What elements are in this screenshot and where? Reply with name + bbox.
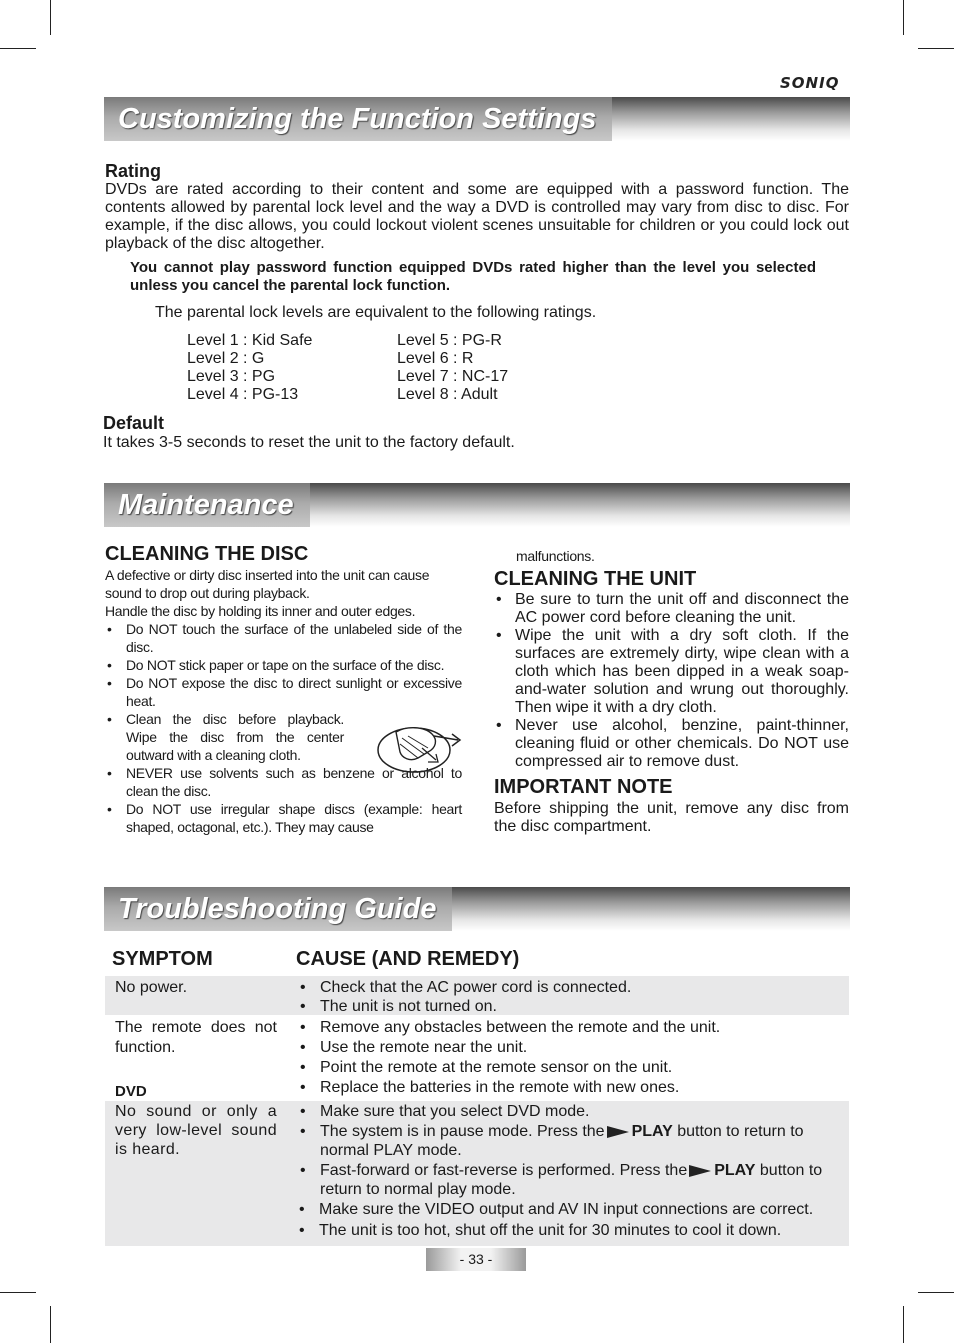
- section-title: Troubleshooting Guide: [118, 892, 437, 925]
- crop-mark: [903, 1306, 904, 1343]
- page-number: - 33 -: [426, 1248, 526, 1271]
- list-item: • The unit is not turned on.: [300, 998, 497, 1015]
- column-header-symptom: SYMPTOM: [112, 948, 213, 970]
- play-triangle-icon: [689, 1165, 711, 1177]
- list-item: • Use the remote near the unit.: [300, 1039, 528, 1056]
- section-banner-customizing: [104, 97, 850, 141]
- level-item: Level 1 : Kid Safe: [187, 332, 313, 349]
- list-item: • Fast-forward or fast-reverse is performed. Press the PLAY button to return to normal play mode.: [300, 1162, 823, 1198]
- crop-mark: [918, 1292, 954, 1293]
- level-item: Level 7 : NC-17: [397, 368, 509, 385]
- cleaning-unit-list: [494, 591, 849, 771]
- level-item: Level 5 : PG-R: [397, 332, 502, 349]
- list-item: • Do NOT stick paper or tape on the surface of the disc.: [107, 657, 445, 673]
- default-heading: Default: [103, 413, 165, 433]
- list-item: • Remove any obstacles between the remote and the unit.: [300, 1019, 721, 1036]
- default-text: It takes 3-5 seconds to reset the unit to the factory default.: [103, 434, 515, 451]
- section-banner-maintenance: [104, 483, 850, 527]
- cause-list: [296, 1018, 836, 1098]
- cause-list: [296, 978, 836, 1016]
- list-item: • The unit is too hot, shut off the unit for 30 minutes to cool it down.: [299, 1222, 782, 1239]
- crop-mark: [918, 48, 954, 49]
- level-item: Level 4 : PG-13: [187, 386, 299, 403]
- level-item: Level 6 : R: [397, 350, 474, 367]
- crop-mark: [0, 48, 36, 49]
- symptom-cell: No power.: [115, 979, 188, 996]
- cleaning-disc-continuation: malfunctions.: [516, 548, 595, 564]
- cleaning-unit-heading: CLEANING THE UNIT: [494, 568, 697, 590]
- dvd-group-label: DVD: [115, 1083, 147, 1100]
- rating-warning: You cannot play password function equipped DVDs rated higher than the level you selected unless you cancel the parental lock function.: [130, 259, 816, 294]
- list-item: • NEVER use solvents such as benzene or alcohol to clean the disc.: [107, 765, 462, 799]
- list-item: • Point the remote at the remote sensor on the unit.: [300, 1059, 673, 1076]
- list-item: • Check that the AC power cord is connected.: [300, 979, 632, 996]
- list-item: • Make sure the VIDEO output and AV IN input connections are correct.: [299, 1201, 814, 1218]
- rating-paragraph: DVDs are rated according to their content and some are equipped with a password function. The contents allowed by parental lock level and the way a DVD is controlled may vary from disc to disc. For example, if the disc allows, you could lockout violent scenes unsuitable for children or you could lock out playback of the disc altogether.: [105, 181, 849, 252]
- brand-logo: SONIQ: [780, 74, 840, 92]
- column-header-cause: CAUSE (AND REMEDY): [296, 948, 520, 970]
- cleaning-disc-heading: CLEANING THE DISC: [105, 543, 309, 565]
- levels-intro: The parental lock levels are equivalent to the following ratings.: [155, 304, 597, 321]
- symptom-cell: The remote does not function.: [115, 1019, 277, 1056]
- cleaning-disc-intro: Handle the disc by holding its inner and outer edges.: [105, 603, 416, 619]
- level-item: Level 8 : Adult: [397, 386, 498, 403]
- level-list-right: [397, 332, 508, 404]
- level-item: Level 3 : PG: [187, 368, 276, 385]
- list-item: • Do NOT expose the disc to direct sunlight or excessive heat.: [107, 675, 462, 709]
- cause-list: [296, 1102, 836, 1240]
- important-note-text: Before shipping the unit, remove any disc from the disc compartment.: [494, 800, 849, 835]
- level-list-left: [187, 332, 312, 404]
- list-item: • Never use alcohol, benzine, paint-thinner, cleaning fluid or other chemicals. Do NOT use compressed air to remove dust.: [496, 717, 849, 770]
- list-item: • Clean the disc before playback. Wipe the disc from the center outward with a cleaning cloth.: [107, 711, 344, 763]
- crop-mark: [903, 0, 904, 35]
- play-triangle-icon: [607, 1126, 629, 1138]
- list-item: • Replace the batteries in the remote with new ones.: [300, 1079, 680, 1096]
- level-item: Level 2 : G: [187, 350, 265, 367]
- list-item: • Wipe the unit with a dry soft cloth. If the surfaces are extremely dirty, wipe clean with a cloth which has been dipped in a weak soap-and-water solution and wrung out thoroughly. Then wipe it with a dry cloth.: [496, 627, 849, 716]
- important-note-heading: IMPORTANT NOTE: [494, 776, 673, 798]
- table-row: [105, 1016, 849, 1100]
- list-item: • Make sure that you select DVD mode.: [300, 1103, 590, 1120]
- table-row: [105, 1101, 849, 1246]
- crop-mark: [0, 1292, 36, 1293]
- section-title: Maintenance: [118, 488, 294, 521]
- list-item: • Be sure to turn the unit off and disconnect the AC power cord before cleaning the unit.: [496, 591, 849, 626]
- table-row: [105, 976, 849, 1015]
- list-item: • Do NOT use irregular shape discs (example: heart shaped, octagonal, etc.). They may cause: [107, 801, 462, 835]
- disc-cleaning-hand-icon: [366, 718, 464, 776]
- cleaning-disc-intro: A defective or dirty disc inserted into the unit can cause sound to drop out during playback.: [105, 567, 430, 601]
- crop-mark: [50, 0, 51, 35]
- crop-mark: [50, 1306, 51, 1343]
- rating-heading: Rating: [105, 161, 161, 181]
- symptom-cell: No sound or only a very low-level sound is heard.: [115, 1103, 277, 1158]
- section-title: Customizing the Function Settings: [118, 102, 597, 135]
- list-item: • Do NOT touch the surface of the unlabeled side of the disc.: [107, 621, 462, 655]
- section-banner-troubleshooting: [104, 887, 850, 931]
- list-item: • The system is in pause mode. Press the PLAY button to return to normal PLAY mode.: [300, 1123, 804, 1159]
